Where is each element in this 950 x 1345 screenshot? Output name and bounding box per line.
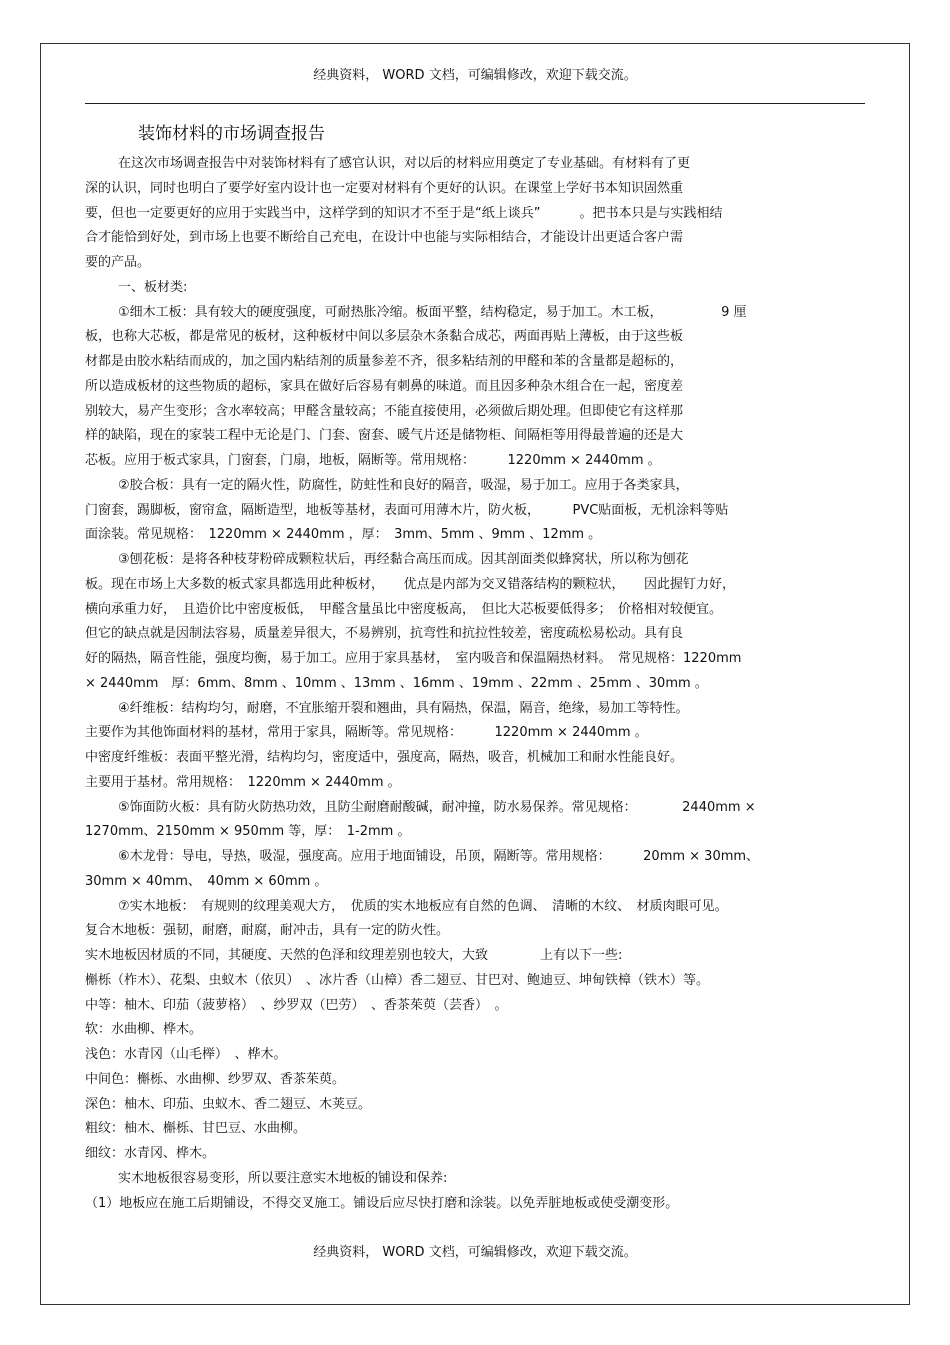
document-title: 装饰材料的市场调查报告	[138, 124, 325, 144]
text-line: （1）地板应在施工后期铺设，不得交叉施工。铺设后应尽快打磨和涂装。以免弄脏地板或使受潮变形。	[85, 1195, 679, 1211]
text-line: 软：水曲柳、桦木。	[85, 1022, 203, 1038]
text-line: 好的隔热，隔音性能，强度均衡，易于加工。应用于家具基材， 室内吸音和保温隔热材料。 常见规格：1220mm	[85, 651, 742, 666]
document-body	[85, 152, 865, 1216]
text-line: 板。现在市场上大多数的板式家具都选用此种板材， 优点是内部为交叉错落结构的颗粒状， 因此握钉力好，	[85, 576, 736, 592]
text-line: 合才能恰到好处，到市场上也要不断给自己充电，在设计中也能与实际相结合，才能设计出更适合客户需	[85, 230, 684, 246]
text-line: ⑦实木地板： 有规则的纹理美观大方， 优质的实木地板应有自然的色调、 清晰的木纹、 材质肉眼可见。	[118, 898, 728, 914]
text-line: 粗纹：柚木、槲栎、甘巴豆、水曲柳。	[85, 1121, 307, 1137]
text-line: 板，也称大芯板，都是常见的板材，这种板材中间以多层杂木条黏合成芯，两面再贴上薄板，由于这些板	[85, 329, 684, 345]
text-line: 要的产品。	[85, 255, 151, 270]
text-line: 中间色：槲栎、水曲柳、纱罗双、香茶茱萸。	[85, 1071, 346, 1087]
text-line: ①细木工板：具有较大的硬度强度，可耐热胀冷缩。板面平整，结构稳定，易于加工。木工板， 9 厘	[118, 304, 747, 320]
text-line: 材都是由胶水粘结而成的，加之国内粘结剂的质量参差不齐，很多粘结剂的甲醛和苯的含量都是超标的，	[85, 354, 684, 369]
text-line: 所以造成板材的这些物质的超标，家具在做好后容易有刺鼻的味道。而且因多种杂木组合在一起，密度差	[85, 378, 684, 394]
text-line: 门窗套，踢脚板，窗帘盒，隔断造型，地板等基材，表面可用薄木片，防火板， PVC贴面板，无机涂料等贴	[85, 502, 729, 518]
text-line: × 2440mm 厚：6mm、8mm 、10mm 、13mm 、16mm 、19mm 、22mm 、25mm 、30mm 。	[85, 675, 708, 691]
text-line: 面涂装。常见规格： 1220mm × 2440mm ，厚： 3mm、5mm 、9mm 、12mm 。	[85, 527, 602, 543]
text-line: 但它的缺点就是因制法容易，质量差异很大，不易辨别，抗弯性和抗拉性较差，密度疏松易松动。具有良	[85, 626, 684, 642]
text-line: 要，但也一定要更好的应用于实践当中，这样学到的知识才不至于是“纸上谈兵” 。把书本只是与实践相结	[85, 205, 723, 221]
text-line: 在这次市场调查报告中对装饰材料有了感官认识，对以后的材料应用奠定了专业基础。有材料有了更	[118, 156, 691, 171]
text-line: 芯板。应用于板式家具，门窗套，门扇，地板，隔断等。常用规格： 1220mm × 2440mm 。	[85, 453, 661, 468]
text-line: ④纤维板：结构均匀，耐磨，不宜胀缩开裂和翘曲，具有隔热，保温，隔音，绝缘，易加工等特性。	[118, 700, 689, 716]
text-line: 主要用于基材。常用规格： 1220mm × 2440mm 。	[85, 774, 401, 790]
text-line: ③刨花板：是将各种枝芽粉碎成颗粒状后，再经黏合高压而成。因其剖面类似蜂窝状，所以称为刨花	[118, 552, 689, 567]
header-divider	[85, 103, 865, 104]
text-line: ⑤饰面防火板：具有防火防热功效，且防尘耐磨耐酸碱，耐冲撞，防水易保养。常见规格： 2440mm ×	[118, 799, 756, 815]
page-header: 经典资料， WORD 文档，可编辑修改，欢迎下载交流。	[313, 68, 637, 83]
text-line: 浅色：水青冈（山毛榉） 、桦木。	[85, 1047, 287, 1062]
text-line: 样的缺陷，现在的家装工程中无论是门、门套、窗套、暖气片还是储物柜、间隔柜等用得最普遍的还是大	[85, 428, 684, 444]
text-line: 主要作为其他饰面材料的基材，常用于家具，隔断等。常见规格： 1220mm × 2440mm 。	[85, 725, 648, 741]
text-line: ②胶合板：具有一定的隔火性，防腐性，防蛀性和良好的隔音，吸湿，易于加工。应用于各类家具，	[118, 477, 689, 493]
text-line: 复合木地板：强韧，耐磨，耐腐，耐冲击，具有一定的防火性。	[85, 923, 450, 939]
text-line: 细纹：水青冈、桦木。	[85, 1146, 216, 1161]
text-line: 深色：柚木、印茄、虫蚁木、香二翅豆、木荚豆。	[85, 1096, 372, 1112]
text-line: 中密度纤维板：表面平整光滑，结构均匀，密度适中，强度高，隔热，吸音，机械加工和耐水性能良好。	[85, 750, 684, 765]
text-line: ⑥木龙骨：导电，导热，吸湿，强度高。应用于地面铺设，吊顶，隔断等。常用规格： 20mm × 30mm、	[118, 849, 760, 864]
text-line: 实木地板因材质的不同，其硬度、天然的色泽和纹理差别也较大，大致 上有以下一些:	[85, 948, 623, 963]
text-line: 中等：柚木、印茄（菠萝格） 、纱罗双（巴劳） 、香茶茱萸（芸香） 。	[85, 997, 508, 1013]
text-line: 横向承重力好， 且造价比中密度板低， 甲醛含量虽比中密度板高， 但比大芯板要低得多； 价格相对较便宜。	[85, 601, 723, 617]
text-line: 别较大，易产生变形；含水率较高；甲醛含量较高；不能直接使用，必须做后期处理。但即使它有这样那	[85, 403, 684, 419]
text-line: 30mm × 40mm、 40mm × 60mm 。	[85, 873, 328, 889]
text-line: 槲栎（柞木）、花梨、虫蚁木（依贝） 、冰片香（山樟）香二翅豆、甘巴对、鲍迪豆、坤甸铁樟（铁木）等。	[85, 972, 710, 988]
page-footer: 经典资料， WORD 文档，可编辑修改，欢迎下载交流。	[313, 1245, 637, 1260]
text-line: 深的认识，同时也明白了要学好室内设计也一定要对材料有个更好的认识。在课堂上学好书本知识固然重	[85, 180, 684, 196]
text-line: 1270mm、2150mm × 950mm 等，厚： 1-2mm 。	[85, 824, 411, 840]
text-line: 实木地板很容易变形，所以要注意实木地板的铺设和保养:	[118, 1170, 448, 1186]
text-line: 一、板材类:	[118, 279, 188, 295]
